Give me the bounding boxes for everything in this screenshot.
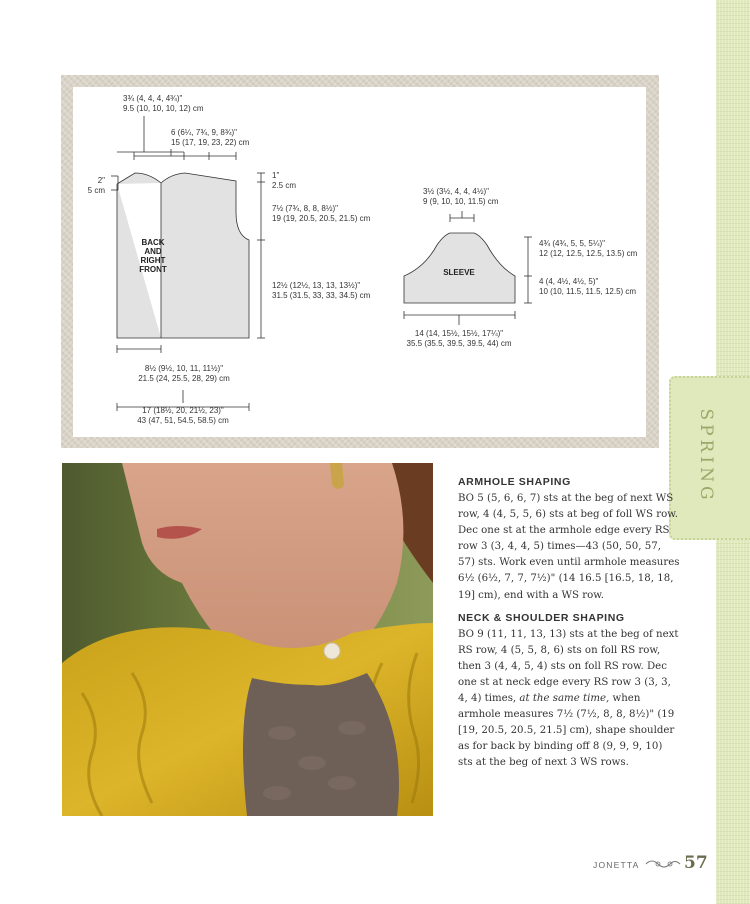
dim-cap-height: 4¾ (4¾, 5, 5, 5¼)" 12 (12, 12.5, 12.5, 13.5) cm xyxy=(539,239,638,258)
dim-back-neck-depth: 2" 5 cm xyxy=(87,176,105,195)
dim-side-length: 12½ (12½, 13, 13, 13½)" 31.5 (31.5, 33, 33, 34.5) cm xyxy=(272,281,371,300)
schematic xyxy=(73,87,646,437)
dim-back-width: 17 (18½, 20, 21½, 23)" 43 (47, 51, 54.5, 58.5) cm xyxy=(137,406,229,425)
neck-text: BO 9 (11, 11, 13, 13) sts at the beg of next RS row, 4 (5, 5, 8, 6) sts on foll RS row, then 3 (4, 4, 5, 4) sts on foll RS row. Dec one st at neck edge every RS row 3 (3, 3, 4, 4) times, at the same time, when armhole measures 7½ (7½, 8, 8, 8½)" (19 [19, 20.5, 20.5, 21.5] cm), shape shoulder as for back by binding off 8 (9, 9, 9, 10) sts at the beg of next 3 WS rows. xyxy=(458,628,679,769)
dim-neck-width: 3¾ (4, 4, 4, 4¾)" 9.5 (10, 10, 10, 12) cm xyxy=(123,94,204,113)
instructions-column xyxy=(458,476,680,780)
model-photo xyxy=(62,463,433,816)
neck-heading: NECK & SHOULDER SHAPING xyxy=(458,611,625,624)
flourish-icon xyxy=(644,856,682,872)
dim-sleeve-width: 14 (14, 15½, 15½, 17¼)" 35.5 (35.5, 39.5, 39.5, 44) cm xyxy=(406,329,512,348)
dim-sleeve-top: 3½ (3½, 4, 4, 4½)" 9 (9, 10, 10, 11.5) cm xyxy=(423,187,499,206)
section-label: SPRING xyxy=(696,408,716,504)
photo-illustration xyxy=(62,463,433,816)
dim-armhole-depth: 7½ (7¾, 8, 8, 8½)" 19 (19, 20.5, 20.5, 21.5) cm xyxy=(272,204,371,223)
dim-shoulder-slope: 1" 2.5 cm xyxy=(272,171,297,190)
footer-pattern-name: JONETTA xyxy=(593,860,640,870)
button xyxy=(324,643,340,659)
dim-front-width: 8½ (9½, 10, 11, 11½)" 21.5 (24, 25.5, 28, 29) cm xyxy=(138,364,230,383)
body-piece-label: BACK AND RIGHT FRONT xyxy=(139,238,167,274)
armhole-text: BO 5 (5, 6, 6, 7) sts at the beg of next WS row, 4 (4, 5, 5, 6) sts at beg of foll WS row. Dec one st at the armhole edge every RS row 3 (3, 4, 4, 5) times—43 (50, 50, 57, 57) sts. Work even until armhole measures 6½ (6½, 7, 7, 7½)" (14 16.5 [16.5, 18, 18, 19] cm), end with a WS row. xyxy=(458,493,680,601)
dim-sleeve-length: 4 (4, 4½, 4½, 5)" 10 (10, 11.5, 11.5, 12.5) cm xyxy=(539,277,637,296)
page-number: 57 xyxy=(684,853,708,873)
armhole-heading: ARMHOLE SHAPING xyxy=(458,476,571,488)
dim-shoulder-width: 6 (6¼, 7¾, 9, 8¾)" 15 (17, 19, 23, 22) cm xyxy=(171,128,250,147)
sleeve-label: SLEEVE xyxy=(443,268,475,277)
